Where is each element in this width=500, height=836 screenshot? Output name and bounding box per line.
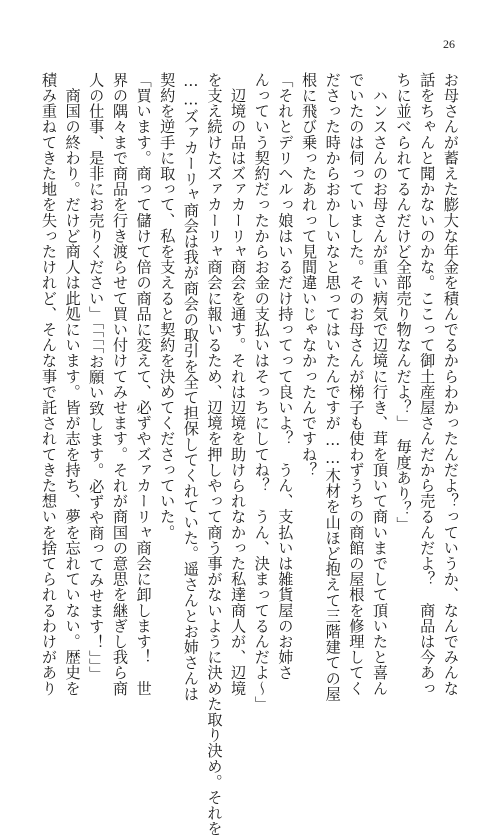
text-column: を支え続けたズァカーリャ商会に報いるため、辺境を押しやって商う事がないように決めた取り決め。それを: [205, 72, 224, 836]
text-column: 「買います。商って儲けて倍の商品に変えて、必ずやズァカーリャ商会に卸します！ 世: [134, 72, 153, 696]
vertical-text-body: [40, 72, 460, 836]
text-column: 辺境の品はズァカーリャ商会を通す。それは辺境を助けられなかった私達商人が、辺境: [229, 72, 248, 696]
text-column: ……ズァカーリャ商会は我が商会の取引を全て担保してくれていた。遥さんとお姉さんは: [181, 72, 200, 702]
text-column: お母さんが蓄えた膨大な年金を積んでるからわかったんだよ？っていうか、なんでみんな: [441, 72, 460, 696]
text-column: 話をちゃんと聞かないのかな。ここって御土産屋さんだから売るんだよ？ 商品は今あっ: [418, 72, 437, 696]
text-column: ちに並べられてるんだけど全部売り物なんだよ？」 毎度あり？」: [394, 72, 413, 533]
page-number: 26: [443, 37, 455, 51]
text-column: ださった時からおかしいなと思ってはいたんですが……木材を山ほど抱えて三階建ての屋: [323, 72, 342, 702]
text-column: 「それとデリヘルっ娘はいるだけ持ってって良いよ？ うん、支払いは雑貨屋のお姉さ: [276, 72, 295, 681]
text-column: 契約を逆手に取って、私を支えると契約を決めてくださっていた。: [158, 72, 177, 540]
text-column: んっていう契約だったからお金の支払いはそっちにしてね？ うん、決まってるんだよ～」: [252, 72, 271, 712]
text-column: ハンスさんのお母さんが重い病気で辺境に行き、茸を頂いて商いまでして頂いたと喜ん: [370, 72, 389, 696]
text-column: 界の隅々まで商品を行き渡らせて買い付けてみせます。それが商国の意思を継ぎし我ら商: [110, 72, 129, 696]
text-column: 商国の終わり。だけど商人は此処にいます。皆が志を持ち、夢を忘れていない。歴史を: [63, 72, 82, 696]
text-column: でいたのは伺っていました。そのお母さんが梯子も使わずうちの商館の屋根を修理してく: [347, 72, 366, 696]
text-column: 人の仕事、是非にお売りください」「「「「お願い致します。必ずや商ってみせます！」」」: [87, 72, 106, 682]
text-column: 積み重ねてきた地を失ったけれど、そんな事で託されてきた想いを捨てられるわけがあり: [40, 72, 58, 696]
text-column: 根に飛び乗ったあれって見間違いじゃなかったんですね？: [300, 72, 319, 478]
